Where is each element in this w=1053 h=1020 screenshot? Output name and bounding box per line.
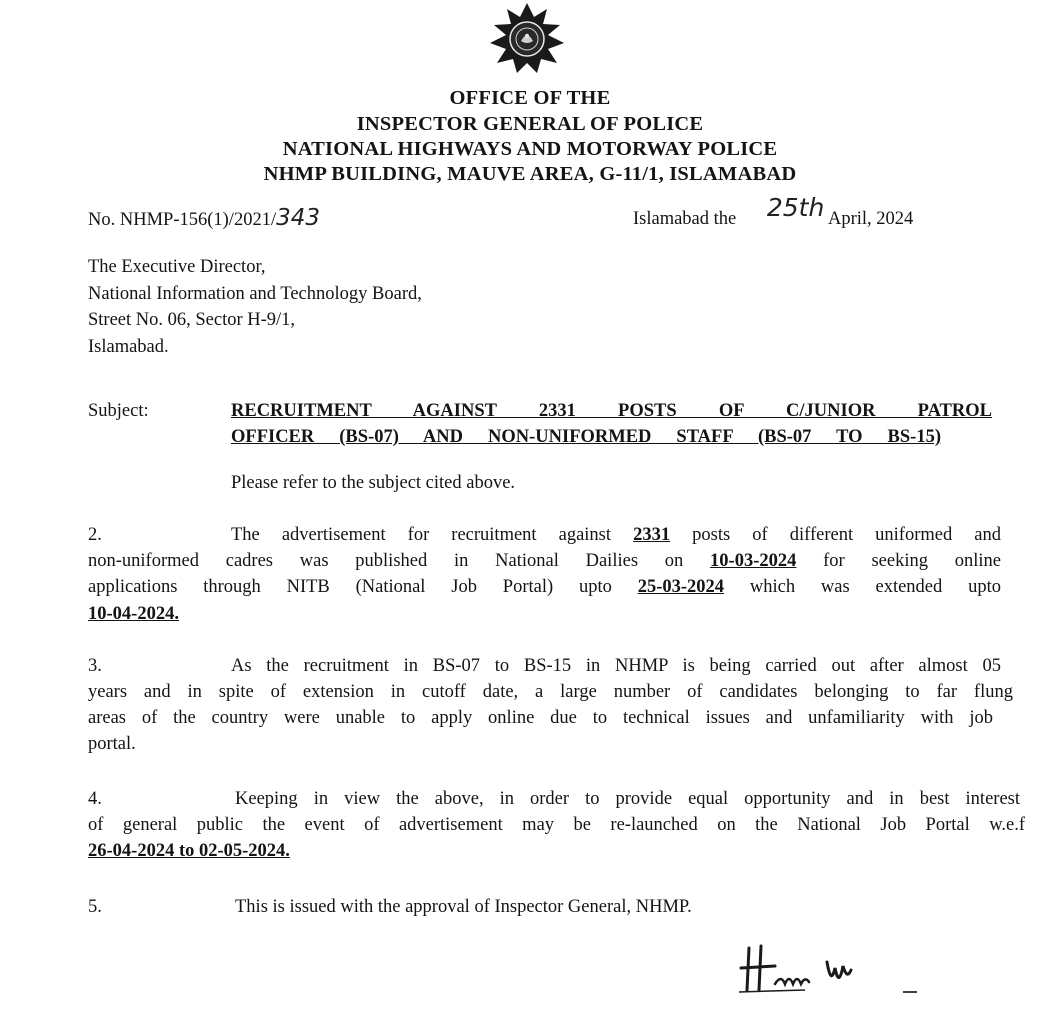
reference-number [88,205,320,233]
para-2-text: The advertisement for recruitment against [231,525,634,545]
para-2-number: 2. [88,525,102,545]
para-4-line-2: of general public the event of advertisement may be re-launched on the National Job Portal w.e.f [88,815,1025,835]
publish-date: 10-03-2024 [710,551,797,571]
para-5-text: This is issued with the approval of Inspector General, NHMP. [235,897,692,917]
reference-number-text: No. NHMP-156(1)/2021/ [88,210,277,230]
relaunch-dates: 26-04-2024 to 02-05-2024. [88,841,290,861]
posts-count: 2331 [633,525,671,545]
addressee-line: Islamabad. [88,336,169,357]
para-2-text: for seeking online [796,551,1001,571]
header-line-2: INSPECTOR GENERAL OF POLICE [356,113,704,135]
para-3-number: 3. [88,656,102,676]
extended-date: 10-04-2024. [88,604,179,624]
date-place: Islamabad the [633,209,737,229]
addressee-line: National Information and Technology Board, [88,283,422,304]
header-line-3: NATIONAL HIGHWAYS AND MOTORWAY POLICE [282,138,778,160]
para-2-text: non-uniformed cadres was published in National Dailies on [88,551,711,571]
para-5-number: 5. [88,897,102,917]
para-2-line-1 [231,522,1001,548]
addressee-block [88,254,422,360]
para-3-line-1: As the recruitment in BS-07 to BS-15 in NHMP is being carried out after almost 05 [231,656,1001,676]
para-2-line-4 [88,601,179,627]
header-line-1: OFFICE OF THE [449,87,611,109]
para-3-line-2: years and in spite of extension in cutoff date, a large number of candidates belonging to far flung [88,682,1013,702]
para-3-line-4: portal. [88,734,136,754]
para-3-line-3: areas of the country were unable to apply online due to technical issues and unfamiliarity with job [88,708,993,728]
para-2-text: applications through NITB (National Job Portal) upto [88,577,638,597]
deadline-date: 25-03-2024 [637,577,725,597]
para-2-line-2 [88,548,1001,574]
letter-date [633,193,914,232]
para-4-line-1: Keeping in view the above, in order to provide equal opportunity and in best interest [235,789,1020,809]
signature-image [735,940,875,1000]
reference-number-handwritten: 343 [276,205,320,231]
subject-label: Subject: [88,401,149,421]
addressee-line: The Executive Director, [88,257,266,277]
date-day-handwritten: 25th [766,193,825,222]
para-4-number: 4. [88,789,102,809]
para-2-text: posts of different uniformed and [670,525,1001,545]
header-line-4: NHMP BUILDING, MAUVE AREA, G-11/1, ISLAMABAD [263,163,797,185]
intro-text: Please refer to the subject cited above. [231,473,516,493]
para-2-text: which was extended upto [724,577,1001,597]
date-month-year: April, 2024 [827,209,914,229]
subject-line-2: OFFICER (BS-07) AND NON-UNIFORMED STAFF (BS-07 TO BS-15) [231,427,941,447]
subject-line-1: RECRUITMENT AGAINST 2331 POSTS OF C/JUNIOR PATROL [231,401,992,421]
police-star-emblem-icon [480,2,574,76]
para-4-line-3 [88,838,290,864]
addressee-line: Street No. 06, Sector H-9/1, [88,310,296,330]
para-2-line-3 [88,574,1001,600]
dash-mark [903,991,917,993]
